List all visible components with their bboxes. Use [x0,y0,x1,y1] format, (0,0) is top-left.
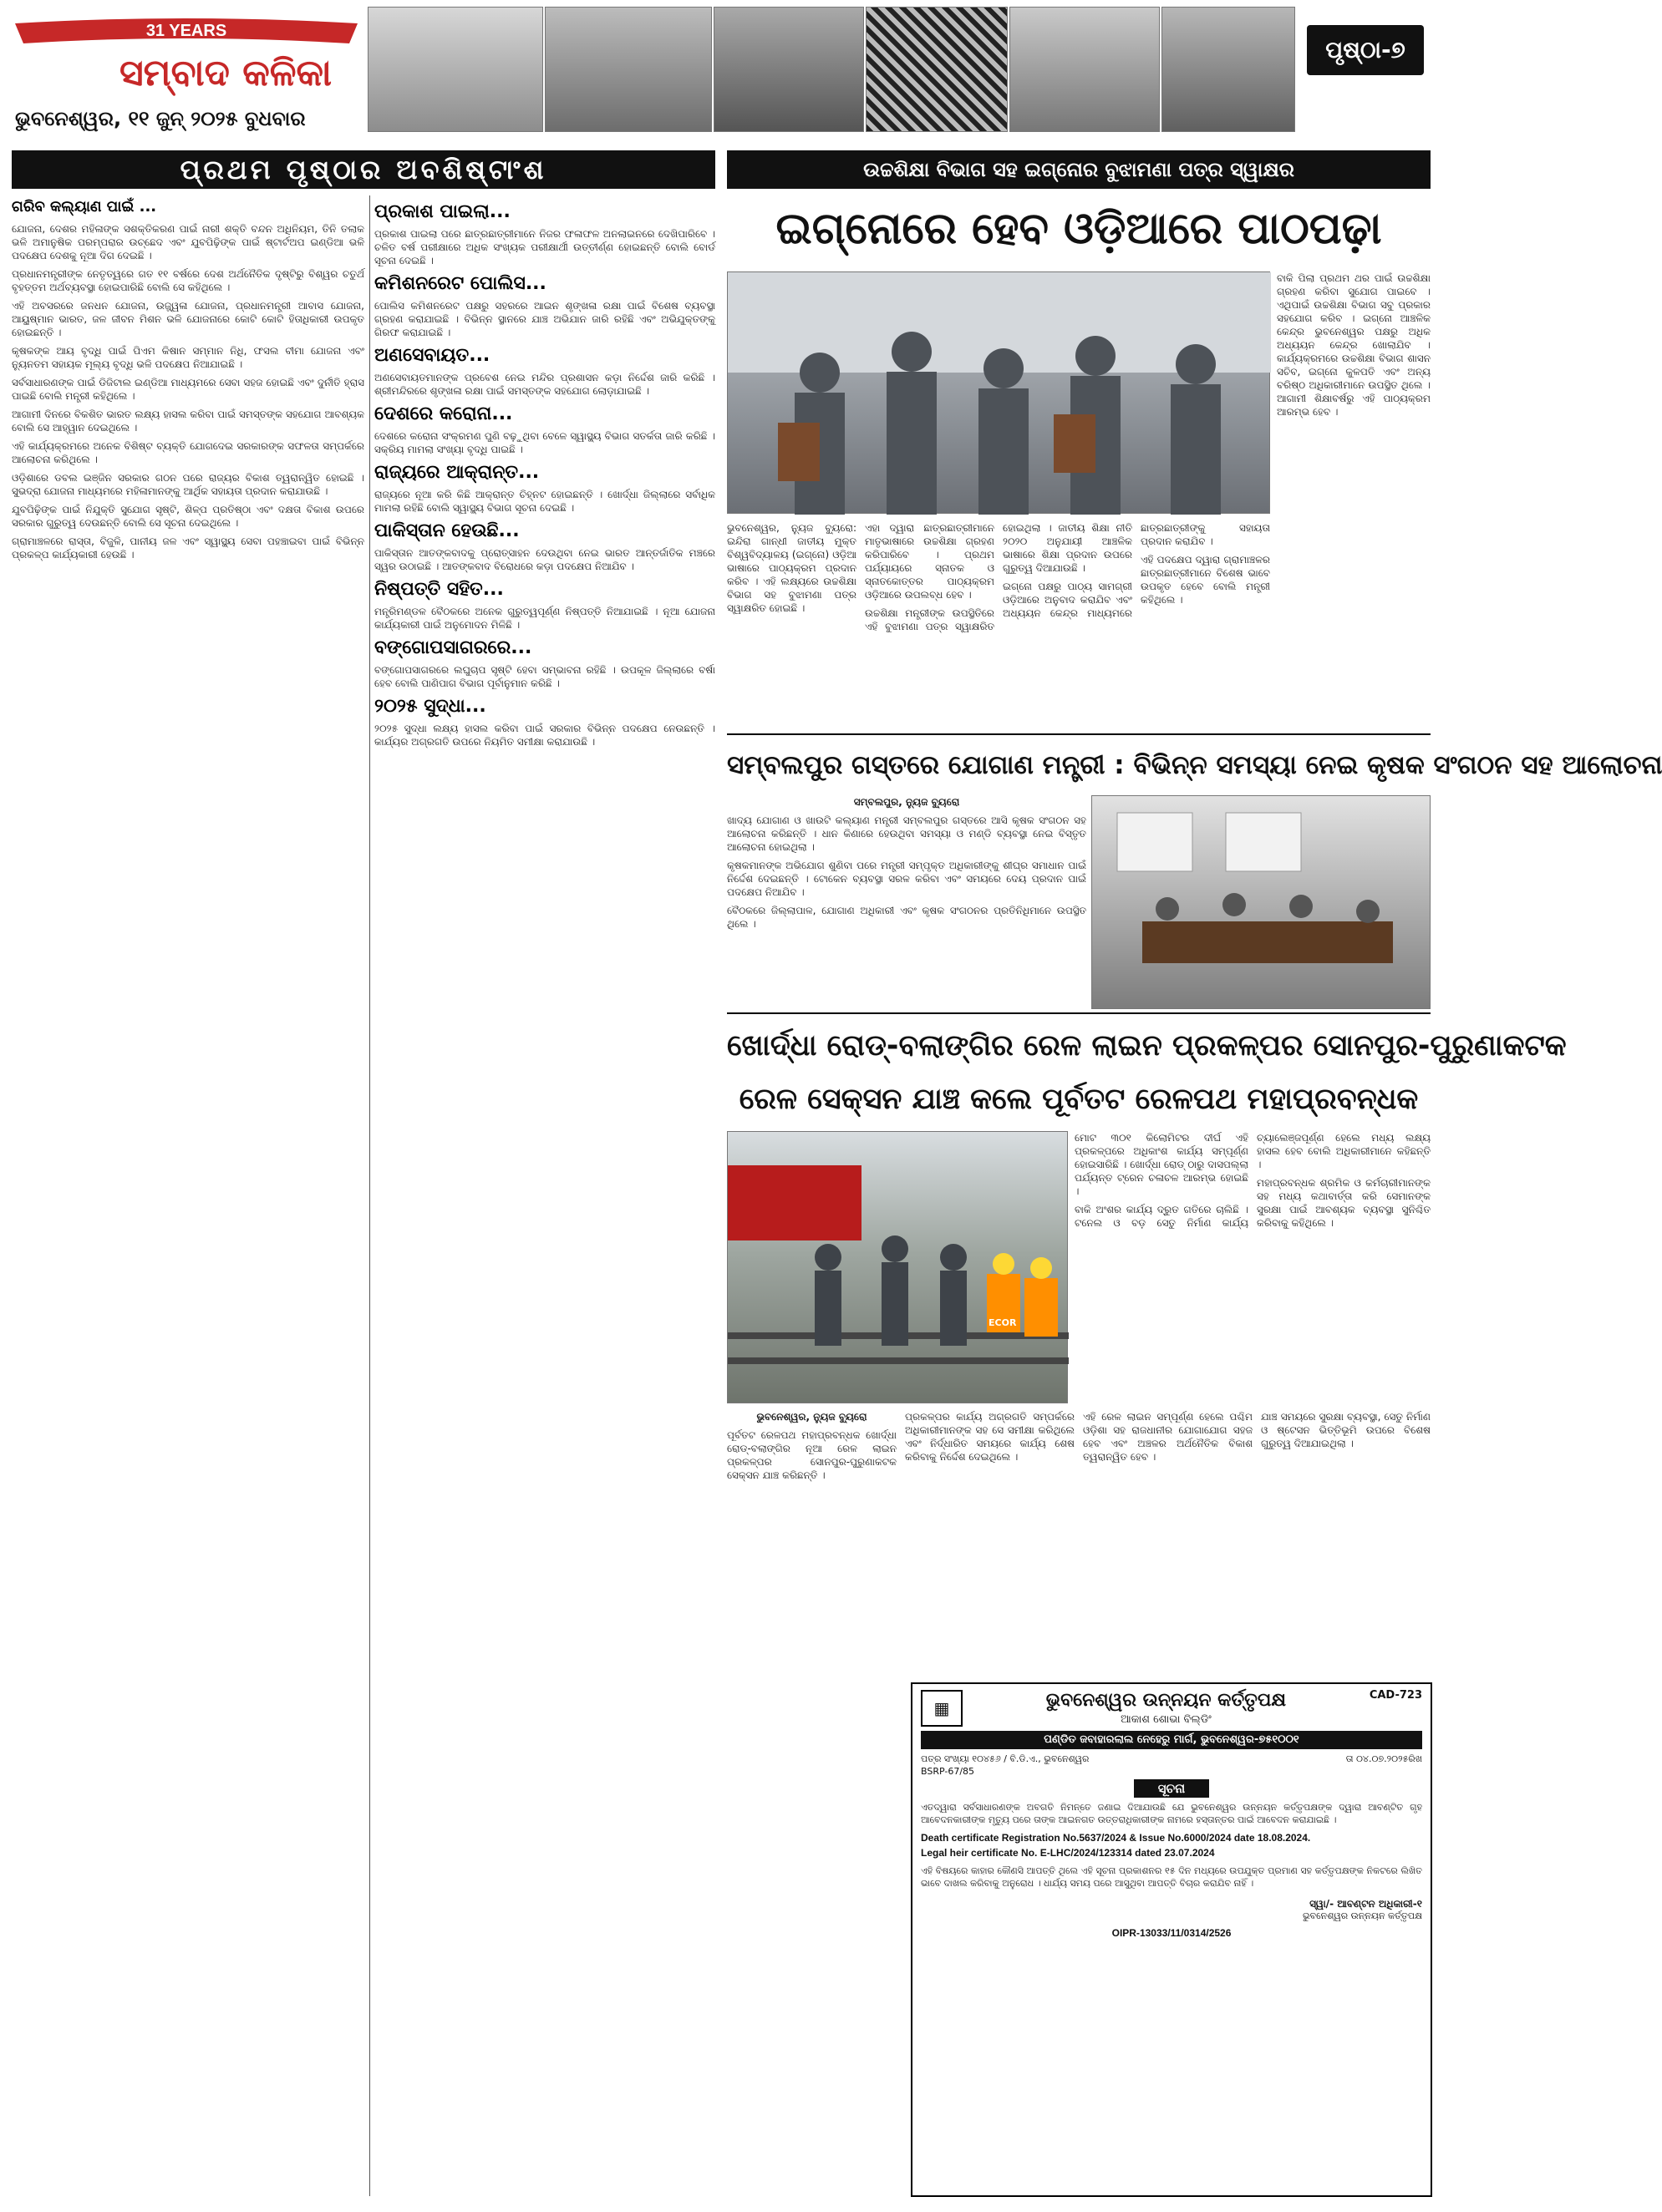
paragraph: ଏହା ଦ୍ୱାରା ଛାତ୍ରଛାତ୍ରୀମାନେ ମାତୃଭାଷାରେ ଉଚ୍ଚଶିକ୍ଷା ଗ୍ରହଣ କରିପାରିବେ । ପ୍ରଥମ ପର୍ଯ୍ୟାୟରେ ସ୍ନାତକ ଓ ସ୍ନାତକୋତ୍ତର ପାଠ୍ୟକ୍ରମ ଓଡ଼ିଆରେ ଉପଲବ୍ଧ ହେବ । [865,522,994,601]
paragraph: ଯୋଜନା, ଦେଶର ମହିଳାଙ୍କ ସଶକ୍ତିକରଣ ପାଇଁ ନାରୀ ଶକ୍ତି ବନ୍ଦନ ଅଧିନିୟମ, ତିନି ତଲାକ ଭଳି ଅମାନୁଷିକ ପରମ୍ପରାର ଉଚ୍ଛେଦ ଏବଂ ଯୁବପିଢ଼ିଙ୍କ ପାଇଁ ଷ୍ଟାର୍ଟଅପ ଇଣ୍ଡିଆ ଭଳି ପଦକ୍ଷେପ ଦେଶକୁ ନୂଆ ଦିଗ ଦେଇଛି । [12,223,364,261]
paragraph: ପୂର୍ବତଟ ରେଳପଥ ମହାପ୍ରବନ୍ଧକ ଖୋର୍ଦ୍ଧା ରୋଡ୍-ବଲାଙ୍ଗିର ନୂଆ ରେଳ ଲାଇନ ପ୍ରକଳ୍ପର ସୋନପୁର-ପୁରୁଣାକଟକ ସେକ୍ସନ ଯାଞ୍ଚ କରିଛନ୍ତି । [727,1429,897,1481]
people-silhouettes [728,272,1271,515]
bda-address: ପଣ୍ଡିତ ଜବାହାରଲାଲ ନେହେରୁ ମାର୍ଗ, ଭୁବନେଶ୍ୱର-୭୫୧୦୦୧ [921,1731,1422,1749]
paragraph: ଏହି ଅବସରରେ ଜନଧନ ଯୋଜନା, ଉଜ୍ଜ୍ୱଳା ଯୋଜନା, ପ୍ରଧାନମନ୍ତ୍ରୀ ଆବାସ ଯୋଜନା, ଆୟୁଷ୍ମାନ ଭାରତ, ଜଳ ଜୀବନ ମିଶନ ଭଳି ଯୋଜନାରେ କୋଟି କୋଟି ହିତାଧିକାରୀ ଉପକୃତ ହୋଇଛନ୍ତି । [12,300,364,338]
divider-1 [727,733,1431,735]
bda-org-sub: ଆକାଶ ଶୋଭା ବିଲ୍ଡିଂ [1121,1713,1212,1726]
years-ribbon [15,18,358,48]
bda-org-title: ଭୁବନେଶ୍ୱର ଉନ୍ନୟନ କର୍ତ୍ତୃପକ୍ଷ [1045,1690,1287,1711]
women-image [1161,7,1295,132]
death-certificate-line: Death certificate Registration No.5637/2024 & Issue No.6000/2024 date 18.08.2024. [921,1832,1311,1844]
paragraph: ପ୍ରଧାନମନ୍ତ୍ରୀଙ୍କ ନେତୃତ୍ୱରେ ଗତ ୧୧ ବର୍ଷରେ ଦେଶ ଅର୍ଥନୈତିକ ଦୃଷ୍ଟିରୁ ବିଶ୍ୱର ଚତୁର୍ଥ ବୃହତ୍ତମ ଅର୍ଥବ୍ୟବସ୍ଥା ହୋଇପାରିଛି ବୋଲି ସେ କହିଥିଲେ । [12,268,364,293]
paragraph: କୃଷକଙ୍କ ଆୟ ବୃଦ୍ଧି ପାଇଁ ପିଏମ କିଷାନ ସମ୍ମାନ ନିଧି, ଫସଲ ବୀମା ଯୋଜନା ଏବଂ ନ୍ୟୁନତମ ସହାୟକ ମୂଲ୍ୟ ବୃଦ୍ଧି ଭଳି ପଦକ୍ଷେପ ନିଆଯାଇଛି । [12,345,364,370]
masthead [0,0,1442,152]
paragraph: ଖାଦ୍ୟ ଯୋଗାଣ ଓ ଖାଉଟି କଲ୍ୟାଣ ମନ୍ତ୍ରୀ ସମ୍ବଲପୁର ଗସ୍ତରେ ଆସି କୃଷକ ସଂଗଠନ ସହ ଆଲୋଚନା କରିଛନ୍ତି । ଧାନ କିଣାରେ ହେଉଥିବା ସମସ୍ୟା ଓ ମଣ୍ଡି ବ୍ୟବସ୍ଥା ନେଇ ବିସ୍ତୃତ ଆଲୋଚନା ହୋଇଥିଲା । [727,814,1086,853]
rail-body-right [1075,1131,1431,1403]
notice-title: ସୂଚନା [1134,1779,1209,1798]
section-subhead: ୨୦୨୫ ସୁଦ୍ଧା... [374,696,486,717]
section-subhead: ଅଣସେବାୟତ... [374,345,490,366]
sambalpur-headline: ସମ୍ବଲପୁର ଗସ୍ତରେ ଯୋଗାଣ ମନ୍ତ୍ରୀ : ବିଭିନ୍ନ ସମସ୍ୟା ନେଇ କୃଷକ ସଂଗଠନ ସହ ଆଲୋଚନା [727,750,1662,780]
section-text: ଦେଶରେ କରୋନା ସଂକ୍ରମଣ ପୁଣି ବଢ଼ୁଥିବା ବେଳେ ସ୍ୱାସ୍ଥ୍ୟ ବିଭାଗ ସତର୍କତା ଜାରି କରିଛି । ସକ୍ରିୟ ମାମଲା ସଂଖ୍ୟା ବୃଦ୍ଧି ପାଇଛି । [374,430,715,455]
dancers-image [1009,7,1160,132]
section-text: ରାଜ୍ୟରେ ନୂଆ କରି କିଛି ଆକ୍ରାନ୍ତ ଚିହ୍ନଟ ହୋଇଛନ୍ତି । ଖୋର୍ଦ୍ଧା ଜିଲ୍ଲାରେ ସର୍ବାଧିକ ମାମଲା ରହିଛି ବୋଲି ସ୍ୱାସ୍ଥ୍ୟ ବିଭାଗ ସୂଚନା ଦେଇଛି । [374,489,715,514]
rail-body-left [727,1410,1431,1679]
first-subhead: ଗରିବ କଲ୍ୟାଣ ପାଇଁ ... [12,198,157,216]
paragraph: କୃଷକମାନଙ୍କ ଅଭିଯୋଗ ଶୁଣିବା ପରେ ମନ୍ତ୍ରୀ ସମ୍ପୃକ୍ତ ଅଧିକାରୀଙ୍କୁ ଶୀଘ୍ର ସମାଧାନ ପାଇଁ ନିର୍ଦ୍ଦେଶ ଦେଇଛନ୍ତି । ଟୋକେନ ବ୍ୟବସ୍ଥା ସରଳ କରିବା ଏବଂ ସମୟରେ ଦେୟ ପ୍ରଦାନ ପାଇଁ ପଦକ୍ଷେପ ନିଆଯିବ । [727,860,1086,898]
notice-sign: ସ୍ୱା/- ଆବଣ୍ଟନ ଅଧିକାରୀ-୧ [1309,1898,1422,1910]
section-subhead: ଦେଶରେ କରୋନା... [374,403,513,424]
section-subhead: ରାଜ୍ୟରେ ଆକ୍ରାନ୍ତ... [374,462,540,483]
paragraph: ଗ୍ରାମାଞ୍ଚଳରେ ରାସ୍ତା, ବିଜୁଳି, ପାନୀୟ ଜଳ ଏବଂ ସ୍ୱାସ୍ଥ୍ୟ ସେବା ପହଞ୍ଚାଇବା ପାଇଁ ବିଭିନ୍ନ ପ୍ରକଳ୍ପ କାର୍ଯ୍ୟକାରୀ ହେଉଛି । [12,535,364,561]
notice-date: ତା ୦୪.୦୭.୨୦୨୫ରିଖ [1345,1753,1422,1764]
paragraph: ମୋଟ ୩୦୧ କିଲୋମିଟର ଦୀର୍ଘ ଏହି ପ୍ରକଳ୍ପରେ ଅଧିକାଂଶ କାର୍ଯ୍ୟ ସମ୍ପୂର୍ଣ୍ଣ ହୋଇସାରିଛି । ଖୋର୍ଦ୍ଧା ରୋଡ୍ ଠାରୁ ଦାସପଲ୍ଲା ପର୍ଯ୍ୟନ୍ତ ଟ୍ରେନ ଚଳାଚଳ ଆରମ୍ଭ ହୋଇଛି । [1075,1132,1248,1197]
paragraph: ଆଗାମୀ ଦିନରେ ବିକଶିତ ଭାରତ ଲକ୍ଷ୍ୟ ହାସଲ କରିବା ପାଇଁ ସମସ୍ତଙ୍କ ସହଯୋଗ ଆବଶ୍ୟକ ବୋଲି ସେ ଆହ୍ୱାନ ଦେଇଥିଲେ । [12,408,364,434]
section-subhead: ପାକିସ୍ତାନ ହେଉଛି... [374,520,520,541]
cad-number: CAD-723 [1369,1689,1422,1702]
section-subhead: ପ୍ରକାଶ ପାଇଲା... [374,201,511,222]
sambalpur-dateline: ସମ୍ବଲପୁର, ନ୍ୟୁଜ ବ୍ୟୁରୋ [853,796,960,808]
section-text: ମନ୍ତ୍ରିମଣ୍ଡଳ ବୈଠକରେ ଅନେକ ଗୁରୁତ୍ୱପୂର୍ଣ୍ଣ ନିଷ୍ପତ୍ତି ନିଆଯାଇଛି । ନୂଆ ଯୋଜନା କାର୍ଯ୍ୟକାରୀ ପାଇଁ ଅନୁମୋଦନ ମିଳିଛି । [374,606,715,631]
ignou-body [727,521,1270,727]
rail-dateline: ଭୁବନେଶ୍ୱର, ନ୍ୟୁଜ ବ୍ୟୁରୋ [756,1411,867,1423]
section-subhead: ବଙ୍ଗୋପସାଗରରେ... [374,637,532,658]
section-title: ପ୍ରଥମ ପୃଷ୍ଠାର ଅବଶିଷ୍ଟାଂଶ [180,154,547,185]
paragraph: ମହାପ୍ରବନ୍ଧକ ଶ୍ରମିକ ଓ କର୍ମଚାରୀମାନଙ୍କ ସହ ମଧ୍ୟ କଥାବାର୍ତ୍ତା କରି ସେମାନଙ୍କ ସୁରକ୍ଷା ପାଇଁ ଆବଶ୍ୟକ ବ୍ୟବସ୍ଥା ସୁନିଶ୍ଚିତ କରିବାକୁ କହିଥିଲେ । [1257,1177,1431,1229]
bda-notice [911,1682,1432,2197]
paragraph: ବାକି ଅଂଶର କାର୍ଯ୍ୟ ଦ୍ରୁତ ଗତିରେ ଚାଲିଛି । ଟନେଲ ଓ ବଡ଼ ସେତୁ ନିର୍ମାଣ କାର୍ଯ୍ୟ ଚ୍ୟାଲେଞ୍ଜପୂର୍ଣ୍ଣ ହେଲେ ମଧ୍ୟ ଲକ୍ଷ୍ୟ ହାସଲ ହେବ ବୋଲି ଅଧିକାରୀମାନେ କହିଛନ୍ତି । [1075,1132,1431,1229]
meeting-scene [1092,796,1431,1010]
notice-sign-sub: ଭୁବନେଶ୍ୱର ଉନ୍ନୟନ କର୍ତ୍ତୃପକ୍ଷ [1303,1910,1422,1921]
rail-headline-2: ରେଳ ସେକ୍ସନ ଯାଞ୍ଚ କଲେ ପୂର୍ବତଟ ରେଳପଥ ମହାପ୍ରବନ୍ଧକ [739,1083,1419,1116]
notice-ref-row [921,1753,1422,1766]
middle-sections [374,200,715,748]
ecor-label: ECOR [989,1317,1017,1328]
ignou-right-text: ବାକି ପିଲା ପ୍ରଥମ ଥର ପାଇଁ ଉଚ୍ଚଶିକ୍ଷା ଗ୍ରହଣ କରିବା ସୁଯୋଗ ପାଇବେ । ଏଥିପାଇଁ ଉଚ୍ଚଶିକ୍ଷା ବିଭାଗ ସବୁ ପ୍ରକାର ସହଯୋଗ କରିବ । ଇଗ୍ନୋ ଆଞ୍ଚଳିକ କେନ୍ଦ୍ର ଭୁବନେଶ୍ୱର ପକ୍ଷରୁ ଅଧିକ ଅଧ୍ୟୟନ କେନ୍ଦ୍ର ଖୋଲାଯିବ । କାର୍ଯ୍ୟକ୍ରମରେ ଉଚ୍ଚଶିକ୍ଷା ବିଭାଗ ଶାସନ ସଚିବ, ଇଗ୍ନୋ କୁଳପତି ଏବଂ ଅନ୍ୟ ବରିଷ୍ଠ ଅଧିକାରୀମାନେ ଉପସ୍ଥିତ ଥିଲେ । ଆଗାମୀ ଶିକ୍ଷାବର୍ଷରୁ ଏହି ପାଠ୍ୟକ୍ରମ ଆରମ୍ଭ ହେବ । [1277,272,1431,418]
paragraph: ଯୁବପିଢ଼ିଙ୍କ ପାଇଁ ନିଯୁକ୍ତି ସୁଯୋଗ ସୃଷ୍ଟି, ଶିଳ୍ପ ପ୍ରତିଷ୍ଠା ଏବଂ ଦକ୍ଷତା ବିକାଶ ଉପରେ ସରକାର ଗୁରୁତ୍ୱ ଦେଉଛନ୍ତି ବୋଲି ସେ ସୂଚନା ଦେଇଥିଲେ । [12,504,364,529]
ignou-kicker-bar [727,150,1431,189]
sambalpur-body [727,795,1086,1012]
masthead-photo-strip [368,7,1295,132]
section-text: ଅଣସେବାୟତମାନଙ୍କ ପ୍ରବେଶ ନେଇ ମନ୍ଦିର ପ୍ରଶାସନ କଡ଼ା ନିର୍ଦ୍ଦେଶ ଜାରି କରିଛି । ଶ୍ରୀମନ୍ଦିରରେ ଶୃଙ୍ଖଳା ରକ୍ଷା ପାଇଁ ସମସ୍ତଙ୍କ ସହଯୋଗ ଲୋଡ଼ାଯାଇଛି । [374,372,715,397]
dateline: ଭୁବନେଶ୍ୱର, ୧୧ ଜୁନ୍ ୨୦୨୫ ବୁଧବାର [15,107,306,130]
sambalpur-photo [1091,795,1431,1009]
bda-logo: ▦ [921,1690,963,1727]
paragraph: ଯାଞ୍ଚ ସମୟରେ ସୁରକ୍ଷା ବ୍ୟବସ୍ଥା, ସେତୁ ନିର୍ମାଣ ଓ ଷ୍ଟେସନ ଭିତ୍ତିଭୂମି ଉପରେ ବିଶେଷ ଗୁରୁତ୍ୱ ଦିଆଯାଇଥିଲା । [1261,1411,1431,1449]
notice-header [921,1689,1422,1727]
left-paragraphs [12,222,364,561]
column-divider [369,195,370,2196]
years-banner-text: 31 YEARS [145,22,227,40]
paragraph: ସର୍ବସାଧାରଣଙ୍କ ପାଇଁ ଡିଜିଟାଲ ଇଣ୍ଡିଆ ମାଧ୍ୟମରେ ସେବା ସହଜ ହୋଇଛି ଏବଂ ଦୁର୍ନୀତି ହ୍ରାସ ପାଇଛି ବୋଲି ମନ୍ତ୍ରୀ କହିଥିଲେ । [12,377,364,402]
pattachitra-image [866,7,1008,132]
paragraph: ଉଚ୍ଚଶିକ୍ଷା ମନ୍ତ୍ରୀଙ୍କ ଉପସ୍ଥିତିରେ ଏହି ବୁଝାମଣା ପତ୍ର ସ୍ୱାକ୍ଷରିତ ହୋଇଥିଲା । ଜାତୀୟ ଶିକ୍ଷା ନୀତି ୨୦୨୦ ଅନୁଯାୟୀ ଆଞ୍ଚଳିକ ଭାଷାରେ ଶିକ୍ଷା ପ୍ରଦାନ ଉପରେ ଗୁରୁତ୍ୱ ଦିଆଯାଉଛି । [865,522,1132,632]
rail-continuation [727,1682,904,2197]
letter-number: ପତ୍ର ସଂଖ୍ୟା ୧୦୪୫୬ / ବି.ଡି.ଏ., ଭୁବନେଶ୍ୱର [921,1753,1090,1764]
ignou-photo [727,271,1270,514]
section-text: ୨୦୨୫ ସୁଦ୍ଧା ଲକ୍ଷ୍ୟ ହାସଲ କରିବା ପାଇଁ ସରକାର ବିଭିନ୍ନ ପଦକ୍ଷେପ ନେଉଛନ୍ତି । କାର୍ଯ୍ୟର ଅଗ୍ରଗତି ଉପରେ ନିୟମିତ ସମୀକ୍ଷା କରାଯାଉଛି । [374,723,715,748]
crafts-image [545,7,712,132]
children-image [714,7,864,132]
middle-column [374,195,715,2196]
paragraph: ଏହି ରେଳ ଲାଇନ ସମ୍ପୂର୍ଣ୍ଣ ହେଲେ ପଶ୍ଚିମ ଓଡ଼ିଶା ସହ ରାଜଧାନୀର ଯୋଗାଯୋଗ ସହଜ ହେବ ଏବଂ ଅଞ୍ଚଳର ଅର୍ଥନୈତିକ ବିକାଶ ତ୍ୱରାନ୍ୱିତ ହେବ । [1083,1411,1253,1463]
notice-title-block [971,1689,1361,1727]
paragraph: ଇଗ୍ନୋ ପକ୍ଷରୁ ପାଠ୍ୟ ସାମଗ୍ରୀ ଓଡ଼ିଆରେ ଅନୁବାଦ କରାଯିବ ଏବଂ ଅଧ୍ୟୟନ କେନ୍ଦ୍ର ମାଧ୍ୟମରେ ଛାତ୍ରଛାତ୍ରୀଙ୍କୁ ସହାୟତା ପ୍ରଦାନ କରାଯିବ । [1003,522,1270,619]
rail-inspection-scene [728,1132,1069,1404]
section-title-bar [12,150,715,189]
paragraph: ଏହି କାର୍ଯ୍ୟକ୍ରମରେ ଅନେକ ବିଶିଷ୍ଟ ବ୍ୟକ୍ତି ଯୋଗଦେଇ ସରକାରଙ୍କ ସଫଳତା ସମ୍ପର୍କରେ ଆଲୋଚନା କରିଥିଲେ । [12,440,364,465]
paragraph: ବୈଠକରେ ଜିଲ୍ଲାପାଳ, ଯୋଗାଣ ଅଧିକାରୀ ଏବଂ କୃଷକ ସଂଗଠନର ପ୍ରତିନିଧିମାନେ ଉପସ୍ଥିତ ଥିଲେ । [727,905,1086,930]
section-text: ପାକିସ୍ତାନ ଆତଙ୍କବାଦକୁ ପ୍ରୋତ୍ସାହନ ଦେଉଥିବା ନେଇ ଭାରତ ଆନ୍ତର୍ଜାତିକ ମଞ୍ଚରେ ସ୍ୱର ଉଠାଇଛି । ଆତଙ୍କବାଦ ବିରୋଧରେ କଡ଼ା ପଦକ୍ଷେପ ନିଆଯିବ । [374,547,715,572]
divider-2 [727,1012,1431,1014]
legal-heir-line: Legal heir certificate No. E-LHC/2024/123314 dated 23.07.2024 [921,1847,1215,1859]
section-subhead: ନିଷ୍ପତ୍ତି ସହିତ... [374,579,504,600]
paragraph: ପ୍ରକଳ୍ପର କାର୍ଯ୍ୟ ଅଗ୍ରଗତି ସମ୍ପର୍କରେ ଅଧିକାରୀମାନଙ୍କ ସହ ସେ ସମୀକ୍ଷା କରିଥିଲେ ଏବଂ ନିର୍ଦ୍ଧାରିତ ସମୟରେ କାର୍ଯ୍ୟ ଶେଷ କରିବାକୁ ନିର୍ଦ୍ଦେଶ ଦେଇଥିଲେ । [905,1411,1075,1463]
page-label: ପୃଷ୍ଠା-୭ [1307,25,1424,75]
notice-code: BSRP-67/85 [921,1766,975,1777]
section-text: ପୋଲିସ କମିଶନରେଟ ପକ୍ଷରୁ ସହରରେ ଆଇନ ଶୃଙ୍ଖଳା ରକ୍ଷା ପାଇଁ ବିଶେଷ ବ୍ୟବସ୍ଥା ଗ୍ରହଣ କରାଯାଇଛି । ବିଭିନ୍ନ ସ୍ଥାନରେ ଯାଞ୍ଚ ଅଭିଯାନ ଜାରି ରହିଛି ଏବଂ ଅଭିଯୁକ୍ତଙ୍କୁ ଗିରଫ କରାଯାଇଛି । [374,300,715,338]
logo-text: ସମ୍ବାଦ କଳିକା [119,52,333,94]
rail-headline-1: ଖୋର୍ଦ୍ଧା ରୋଡ୍-ବଲାଙ୍ଗିର ରେଳ ଲାଇନ ପ୍ରକଳ୍ପର ସୋନପୁର-ପୁରୁଣାକଟକ [727,1029,1567,1063]
rail-photo [727,1131,1068,1403]
ignou-headline: ଇଗ୍ନୋରେ ହେବ ଓଡ଼ିଆରେ ପାଠପଢ଼ା [775,204,1382,254]
temple-image [368,7,543,132]
oipr-number: OIPR-13033/11/0314/2526 [1111,1927,1232,1939]
paragraph: ଏହି ପଦକ୍ଷେପ ଦ୍ୱାରା ଗ୍ରାମାଞ୍ଚଳର ଛାତ୍ରଛାତ୍ରୀମାନେ ବିଶେଷ ଭାବେ ଉପକୃତ ହେବେ ବୋଲି ମନ୍ତ୍ରୀ କହିଥିଲେ । [1141,554,1270,606]
section-subhead: କମିଶନରେଟ ପୋଲିସ... [374,273,546,294]
ignou-right-column [1277,271,1431,727]
ignou-kicker: ଉଚ୍ଚଶିକ୍ଷା ବିଭାଗ ସହ ଇଗ୍ନୋର ବୁଝାମଣା ପତ୍ର ସ୍ୱାକ୍ଷର [863,158,1294,181]
left-column [12,195,364,2196]
paragraph: ଭୁବନେଶ୍ୱର, ନ୍ୟୁଜ ବ୍ୟୁରୋ: ଇନ୍ଦିରା ଗାନ୍ଧୀ ଜାତୀୟ ମୁକ୍ତ ବିଶ୍ୱବିଦ୍ୟାଳୟ (ଇଗ୍ନୋ) ଓଡ଼ିଆ ଭାଷାରେ ପାଠ୍ୟକ୍ରମ ପ୍ରଦାନ କରିବ । ଏହି ଲକ୍ଷ୍ୟରେ ଉଚ୍ଚଶିକ୍ଷା ବିଭାଗ ସହ ବୁଝାମଣା ପତ୍ର ସ୍ୱାକ୍ଷରିତ ହୋଇଛି । [727,522,856,614]
notice-body: ଏତଦ୍ୱାରା ସର୍ବସାଧାରଣଙ୍କ ଅବଗତି ନିମନ୍ତେ ଜଣାଇ ଦିଆଯାଉଛି ଯେ ଭୁବନେଶ୍ୱର ଉନ୍ନୟନ କର୍ତ୍ତୃପକ୍ଷଙ୍କ ଦ୍ୱାରା ଆବଣ୍ଟିତ ଗୃହ ଆବେଦନକାରୀଙ୍କ ମୃତ୍ୟୁ ପରେ ତାଙ୍କ ଆଇନଗତ ଉତ୍ତରାଧିକାରୀଙ୍କ ନାମରେ ହସ୍ତାନ୍ତର ପାଇଁ ଆବେଦନ କରାଯାଇଛି । [921,1802,1422,1825]
notice-body-2: ଏହି ବିଷୟରେ କାହାର କୌଣସି ଆପତ୍ତି ଥିଲେ ଏହି ସୂଚନା ପ୍ରକାଶନର ୧୫ ଦିନ ମଧ୍ୟରେ ଉପଯୁକ୍ତ ପ୍ରମାଣ ସହ କର୍ତ୍ତୃପକ୍ଷଙ୍କ ନିକଟରେ ଲିଖିତ ଭାବେ ଦାଖଲ କରିବାକୁ ଅନୁରୋଧ । ଧାର୍ଯ୍ୟ ସମୟ ପରେ ଆସୁଥିବା ଆପତ୍ତି ବିଚାର କରାଯିବ ନାହିଁ । [921,1865,1422,1889]
section-text: ବଙ୍ଗୋପସାଗରରେ ଲଘୁଚାପ ସୃଷ୍ଟି ହେବା ସମ୍ଭାବନା ରହିଛି । ଉପକୂଳ ଜିଲ୍ଲାରେ ବର୍ଷା ହେବ ବୋଲି ପାଣିପାଗ ବିଭାଗ ପୂର୍ବାନୁମାନ କରିଛି । [374,664,715,689]
section-text: ପ୍ରକାଶ ପାଇଲା ପରେ ଛାତ୍ରଛାତ୍ରୀମାନେ ନିଜର ଫଳାଫଳ ଅନଲାଇନରେ ଦେଖିପାରିବେ । ଚଳିତ ବର୍ଷ ପରୀକ୍ଷାରେ ଅଧିକ ସଂଖ୍ୟକ ପରୀକ୍ଷାର୍ଥୀ ଉତ୍ତୀର୍ଣ୍ଣ ହୋଇଛନ୍ତି ବୋଲି ବୋର୍ଡ ସୂଚନା ଦେଇଛି । [374,228,715,266]
paragraph: ଓଡ଼ିଶାରେ ଡବଲ ଇଞ୍ଜିନ ସରକାର ଗଠନ ପରେ ରାଜ୍ୟର ବିକାଶ ତ୍ୱରାନ୍ୱିତ ହୋଇଛି । ସୁଭଦ୍ରା ଯୋଜନା ମାଧ୍ୟମରେ ମହିଳାମାନଙ୍କୁ ଆର୍ଥିକ ସହାୟତା ପ୍ରଦାନ କରାଯାଉଛି । [12,472,364,497]
